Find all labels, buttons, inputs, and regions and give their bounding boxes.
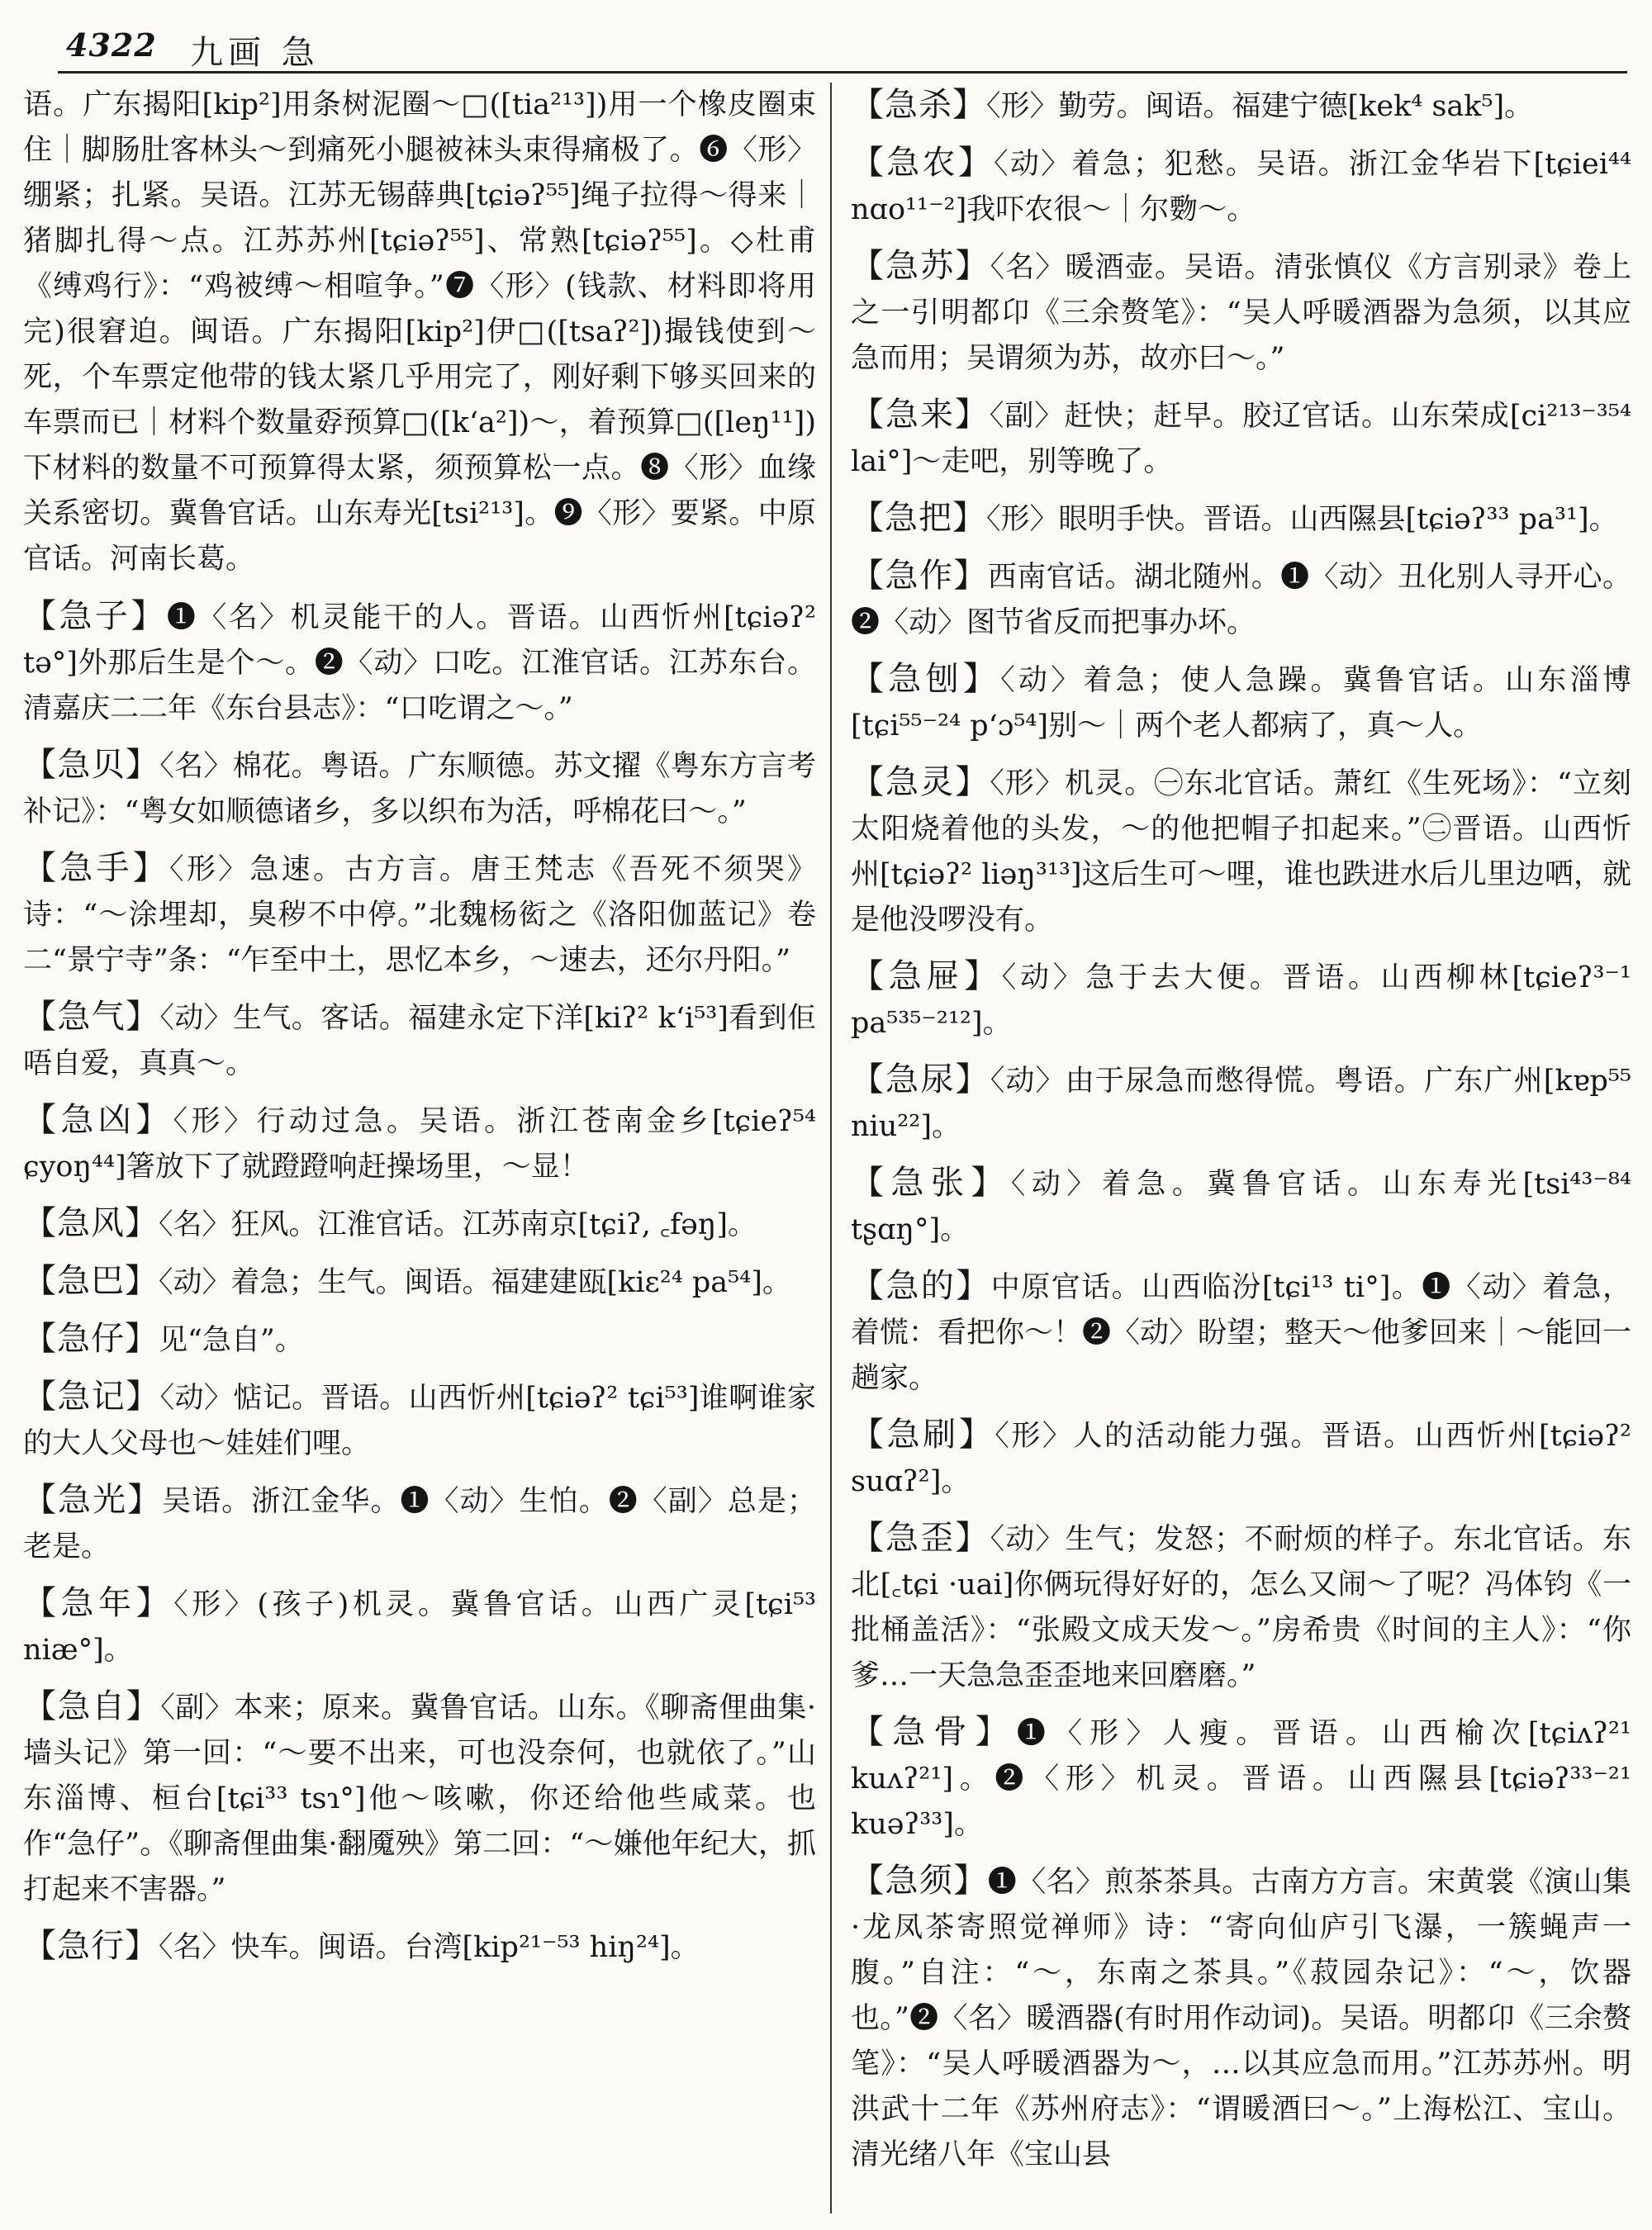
dictionary-entry xyxy=(23,1317,816,1364)
entry-definition: 〈名〉暖酒壶。吴语。清张慎仪《方言别录》卷上之一引明都卬《三余赘笔》：“吴人呼暖酒器为急须，以其应急而用；吴谓须为苏，故亦曰～。” xyxy=(851,251,1631,375)
entry-headword: 【急记】 xyxy=(23,1378,160,1416)
entry-definition: 〈形〉机灵。㊀东北官话。萧红《生死场》：“立刻太阳烧着他的头发，～的他把帽子扣起来。”㊁晋语。山西忻州[tɕiəʔ² liəŋ³¹³]这后生可～哩，谁也跌进水后儿里边哂，就是他没啰没有。 xyxy=(851,767,1631,937)
entry-definition: 〈动〉着急；使人急躁。冀鲁官话。山东淄博[tɕi⁵⁵⁻²⁴ p‘ɔ⁵⁴]别～｜两个老人都病了，真～人。 xyxy=(851,664,1631,743)
entry-definition: 〈动〉着急；生气。闽语。福建建瓯[kiɛ²⁴ pa⁵⁴]。 xyxy=(159,1266,791,1299)
dictionary-entry xyxy=(851,760,1631,943)
continuation-text: 语。广东揭阳[kip²]用条树泥圈～□([tia²¹³])用一个橡皮圈束住｜脚肠肚客林头～到痛死小腿被袜头束得痛极了。❻〈形〉绷紧；扎紧。吴语。江苏无锡薛典[tɕiəʔ⁵⁵]绳子拉得～得来｜猪脚扎得～点。江苏苏州[tɕiəʔ⁵⁵]、常熟[tɕiəʔ⁵⁵]。◇杜甫《缚鸡行》：“鸡被缚～相喧争。”❼〈形〉(钱款、材料即将用完)很窘迫。闽语。广东揭阳[kip²]伊□([tsaʔ²])撮钱使到～死，个车票定他带的钱太紧几乎用完了，刚好剩下够买回来的车票而已｜材料个数量孬预算□([k‘a²])～，着预算□([leŋ¹¹])下材料的数量不可预算得太紧，须预算松一点。❽〈形〉血缘关系密切。冀鲁官话。山东寿光[tsi²¹³]。❾〈形〉要紧。中原官话。河南长葛。 xyxy=(23,88,816,576)
dictionary-entry xyxy=(23,1684,816,1913)
entry-definition: 西南官话。湖北随州。❶〈动〉丑化别人寻开心。❷〈动〉图节省反而把事办坏。 xyxy=(851,561,1631,639)
entry-headword: 【急年】 xyxy=(23,1584,174,1622)
entry-definition: 〈动〉着急。冀鲁官话。山东寿光[tsi⁴³⁻⁸⁴ tʂɑŋ°]。 xyxy=(851,1168,1631,1246)
dictionary-entry xyxy=(23,846,816,984)
dictionary-entry xyxy=(851,1710,1631,1848)
dictionary-entry xyxy=(851,1516,1631,1699)
entry-definition: 〈动〉惦记。晋语。山西忻州[tɕiəʔ² tɕi⁵³]谁啊谁家的大人父母也～娃娃们哩。 xyxy=(23,1382,816,1460)
entry-headword: 【急风】 xyxy=(23,1204,159,1242)
dictionary-entry xyxy=(851,657,1631,749)
dictionary-entry xyxy=(23,594,816,732)
entry-definition: 吴语。浙江金华。❶〈动〉生怕。❷〈副〉总是；老是。 xyxy=(23,1485,817,1563)
entry-headword: 【急骨】 xyxy=(851,1713,1017,1751)
entry-definition: ❶〈名〉煎茶茶具。古南方方言。宋黄裳《演山集·龙凤茶寄照觉禅师》诗：“寄向仙庐引飞瀑，一簇蝇声一腹。”自注：“～，东南之茶具。”《菽园杂记》：“～，饮器也。”❷〈名〉暖酒器(有时用作动词)。吴语。明都卬《三余赘笔》：“吴人呼暖酒器为～，…以其应急而用。”江苏苏州。明洪武十二年《苏州府志》：“谓暖酒曰～。”上海松江、宝山。清光绪八年《宝山县 xyxy=(851,1866,1631,2171)
entry-definition: 〈形〉急速。古方言。唐王梵志《吾死不须哭》诗：“～涂埋却，臭秽不中停。”北魏杨衒之《洛阳伽蓝记》卷二“景宁寺”条：“乍至中土，思忆本乡，～速去，还尔丹阳。” xyxy=(23,853,816,977)
entry-headword: 【急农】 xyxy=(851,144,995,182)
running-head: 九画 急 xyxy=(190,34,320,72)
entry-definition: 见“急自”。 xyxy=(159,1324,304,1357)
dictionary-entry xyxy=(851,244,1631,382)
dictionary-entry xyxy=(23,1581,816,1673)
entry-definition: 〈动〉生气。客话。福建永定下洋[kiʔ² k‘i⁵³]看到佢唔自爱，真真～。 xyxy=(23,1002,816,1080)
entry-definition: 〈名〉快车。闽语。台湾[kip²¹⁻⁵³ hiŋ²⁴]。 xyxy=(159,1931,700,1964)
entry-headword: 【急须】 xyxy=(851,1862,988,1900)
entry-definition: 〈名〉棉花。粤语。广东顺德。苏文擢《粤东方言考补记》：“粤女如顺德诸乡，多以织布为活，呼棉花曰～。” xyxy=(23,750,816,828)
dictionary-entry xyxy=(23,1098,816,1190)
entry-definition: 〈动〉急于去大便。晋语。山西柳林[tɕieʔ³⁻¹ pa⁵³⁵⁻²¹²]。 xyxy=(851,961,1632,1040)
entry-definition: 〈副〉本来；原来。冀鲁官话。山东。《聊斋俚曲集·墙头记》第一回：“～要不出来，可也没奈何，也就依了。”山东淄博、桓台[tɕi³³ tsɿ°]他～咳嗽，你还给他些咸菜。也作“急仔”。《聊斋俚曲集·翻魇殃》第二回：“～嫌他年纪大，抓打起来不害器。” xyxy=(23,1691,816,1906)
dictionary-entry xyxy=(23,994,816,1087)
entry-headword: 【急巴】 xyxy=(23,1262,159,1300)
entry-definition: 中原官话。山西临汾[tɕi¹³ ti°]。❶〈动〉着急，着慌：看把你～！❷〈动〉盼望；整天～他爹回来｜～能回一趟家。 xyxy=(851,1271,1632,1395)
dictionary-entry xyxy=(23,1259,816,1306)
dictionary-entry xyxy=(851,1160,1631,1253)
entry-headword: 【急气】 xyxy=(23,998,160,1036)
entry-headword: 【急作】 xyxy=(851,557,988,595)
entry-definition: 〈形〉(孩子)机灵。冀鲁官话。山西广灵[tɕi⁵³ niæ°]。 xyxy=(23,1588,817,1667)
entry-headword: 【急灵】 xyxy=(851,763,990,801)
dictionary-entry xyxy=(23,1201,816,1248)
entry-headword: 【急尿】 xyxy=(851,1060,990,1098)
entry-definition: 〈动〉由于尿急而憋得慌。粤语。广东广州[kɐp⁵⁵ niu²²]。 xyxy=(851,1065,1631,1143)
entry-definition: ❶〈形〉人瘦。晋语。山西榆次[tɕiʌʔ²¹ kuʌʔ²¹]。❷〈形〉机灵。晋语。山西隰县[tɕiəʔ³³⁻²¹ kuəʔ³³]。 xyxy=(851,1717,1632,1841)
left-column xyxy=(23,83,816,1981)
dictionary-entry xyxy=(23,1478,816,1570)
dictionary-entry xyxy=(851,496,1631,543)
entry-headword: 【急自】 xyxy=(23,1687,161,1725)
dictionary-entry xyxy=(851,1412,1631,1505)
entry-headword: 【急手】 xyxy=(23,849,170,887)
entry-definition: 〈动〉着急；犯愁。吴语。浙江金华岩下[tɕiei⁴⁴ nɑo¹¹⁻²]我吓农很～｜尔覅～。 xyxy=(851,148,1631,226)
entry-headword: 【急仔】 xyxy=(23,1320,159,1358)
entry-headword: 【急屉】 xyxy=(851,957,1002,995)
dictionary-entry xyxy=(23,1374,816,1467)
dictionary-entry xyxy=(851,1858,1631,2178)
entry-definition: 〈形〉行动过急。吴语。浙江苍南金乡[tɕieʔ⁵⁴ ɕyoŋ⁴⁴]箸放下了就蹬蹬响赶操场里，～显！ xyxy=(23,1105,816,1184)
entry-headword: 【急来】 xyxy=(851,396,990,434)
entry-headword: 【急贝】 xyxy=(23,746,160,784)
dictionary-entry xyxy=(851,553,1631,646)
entry-definition: 〈形〉人的活动能力强。晋语。山西忻州[tɕiəʔ² suɑʔ²]。 xyxy=(851,1420,1632,1498)
entry-headword: 【急子】 xyxy=(23,597,167,635)
dictionary-entry xyxy=(851,1057,1631,1150)
header-rule xyxy=(58,71,1627,74)
entry-headword: 【急歪】 xyxy=(851,1519,990,1557)
right-column xyxy=(851,83,1631,2189)
column-divider xyxy=(830,83,832,2213)
entry-headword: 【急把】 xyxy=(851,499,986,537)
entry-headword: 【急凶】 xyxy=(23,1101,173,1139)
entry-headword: 【急刨】 xyxy=(851,660,1001,698)
entry-headword: 【急杀】 xyxy=(851,86,986,124)
page-number: 4322 xyxy=(66,26,157,64)
dictionary-entry xyxy=(23,743,816,835)
dictionary-entry xyxy=(851,1264,1631,1402)
page-header xyxy=(66,23,1619,71)
entry-definition: 〈副〉赶快；赶早。胶辽官话。山东荣成[ci²¹³⁻³⁵⁴ lai°]～走吧，别等晚了。 xyxy=(851,400,1631,478)
entry-definition: 〈名〉狂风。江淮官话。江苏南京[tɕiʔ, ꜀fəŋ]。 xyxy=(159,1208,757,1241)
entry-definition: 〈形〉眼明手快。晋语。山西隰县[tɕiəʔ³³ pa³¹]。 xyxy=(986,503,1618,536)
entry-headword: 【急刷】 xyxy=(851,1416,995,1454)
dictionary-entry xyxy=(23,1924,816,1971)
entry-headword: 【急张】 xyxy=(851,1164,1011,1202)
entry-headword: 【急苏】 xyxy=(851,247,990,285)
dictionary-entry xyxy=(851,83,1631,130)
entry-headword: 【急的】 xyxy=(851,1267,991,1305)
entry-definition: 〈形〉勤劳。闽语。福建宁德[kek⁴ sak⁵]。 xyxy=(986,90,1534,123)
entry-headword: 【急光】 xyxy=(23,1481,163,1519)
dictionary-entry xyxy=(851,392,1631,485)
dictionary-entry xyxy=(851,954,1631,1046)
entry-definition: ❶〈名〉机灵能干的人。晋语。山西忻州[tɕiəʔ² tə°]外那后生是个～。❷〈动〉口吃。江淮官话。江苏东台。清嘉庆二二年《东台县志》：“口吃谓之～。” xyxy=(23,601,816,725)
dictionary-entry xyxy=(851,140,1631,233)
entry-headword: 【急行】 xyxy=(23,1927,159,1965)
entry-definition: 〈动〉生气；发怒；不耐烦的样子。东北官话。东北[꜀tɕi ·uai]你俩玩得好好的，怎么又闹～了呢？冯体钧《一批桶盖活》：“张殿文成天发～。”房希贵《时间的主人》：“你爹…一天急急歪歪地来回磨磨。” xyxy=(851,1523,1631,1692)
